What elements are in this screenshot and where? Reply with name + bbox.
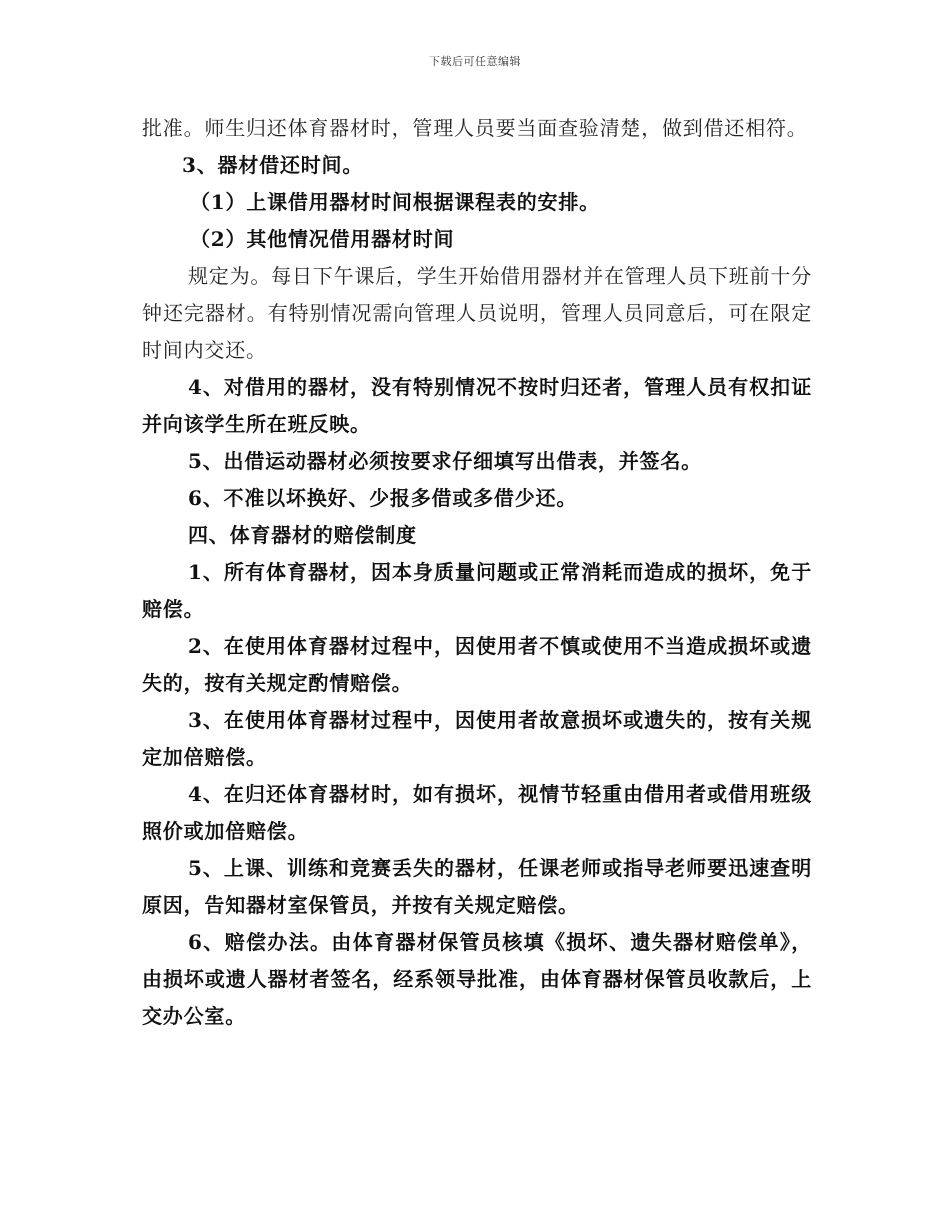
document-body xyxy=(142,110,812,1035)
compensation-rule-3: 3、在使用体育器材过程中，因使用者故意损坏或遗失的，按有关规定加倍赔偿。 xyxy=(142,708,812,769)
item-other-borrow-time: （2）其他情况借用器材时间 xyxy=(190,227,455,251)
page-header: 下载后可任意编辑 xyxy=(429,55,521,68)
rule-no-swap: 6、不准以坏换好、少报多借或多借少还。 xyxy=(188,486,578,510)
section-heading-compensation: 四、体育器材的赔偿制度 xyxy=(188,523,417,547)
compensation-rule-4: 4、在归还体育器材时，如有损坏，视情节轻重由借用者或借用班级照价或加倍赔偿。 xyxy=(142,782,812,843)
rule-overdue-return: 4、对借用的器材，没有特别情况不按时归还者，管理人员有权扣证并向该学生所在班反映。 xyxy=(142,375,812,436)
compensation-rule-5: 5、上课、训练和竞赛丢失的器材，任课老师或指导老师要迅速查明原因，告知器材室保管员，并按有关规定赔偿。 xyxy=(142,856,812,917)
item-class-borrow-time: （1）上课借用器材时间根据课程表的安排。 xyxy=(190,190,600,214)
rule-borrow-form: 5、出借运动器材必须按要求仔细填写出借表，并签名。 xyxy=(188,449,702,473)
compensation-rule-1: 1、所有体育器材，因本身质量问题或正常消耗而造成的损坏，免于赔偿。 xyxy=(142,560,812,621)
paragraph-time-rules: 规定为。每日下午课后，学生开始借用器材并在管理人员下班前十分钟还完器材。有特别情况需向管理人员说明，管理人员同意后，可在限定时间内交还。 xyxy=(142,264,812,362)
paragraph-approval-continuation: 批准。师生归还体育器材时，管理人员要当面查验清楚，做到借还相符。 xyxy=(142,116,808,140)
compensation-rule-2: 2、在使用体育器材过程中，因使用者不慎或使用不当造成损坏或遗失的，按有关规定酌情赔偿。 xyxy=(142,634,812,695)
compensation-rule-6: 6、赔偿办法。由体育器材保管员核填《损坏、遗失器材赔偿单》，由损坏或遗人器材者签名，经系领导批准，由体育器材保管员收款后，上交办公室。 xyxy=(142,930,812,1028)
heading-borrow-return-time: 3、器材借还时间。 xyxy=(182,153,364,177)
